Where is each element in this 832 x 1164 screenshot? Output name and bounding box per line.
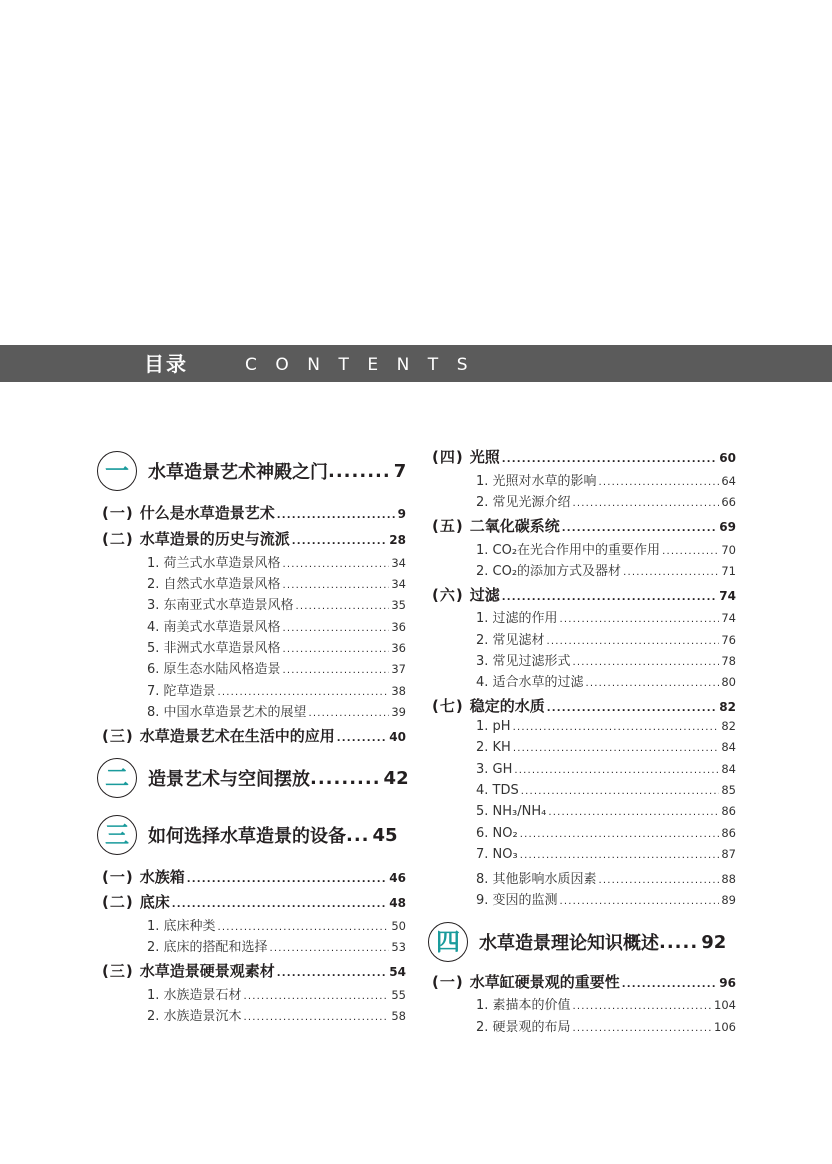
- item-label: 4. 适合水草的过滤: [476, 675, 584, 690]
- dot-leader: [573, 498, 720, 509]
- dot-leader: [520, 850, 720, 861]
- item-label: 2. 常见滤材: [476, 633, 545, 648]
- item-page: 82: [721, 719, 736, 733]
- item-page: 64: [721, 474, 736, 488]
- item-page: 88: [721, 872, 736, 886]
- chapter-title: 造景艺术与空间摆放: [148, 769, 310, 790]
- item-page: 85: [721, 783, 736, 797]
- toc-chapter-4[interactable]: [428, 922, 738, 962]
- section-title: 水族箱: [139, 868, 185, 886]
- dot-leader: [296, 601, 390, 612]
- chapter-leader: ........: [328, 460, 391, 482]
- item-page: 66: [721, 495, 736, 509]
- item-label: 2. 水族造景沉木: [147, 1009, 242, 1024]
- item-page: 53: [391, 940, 406, 954]
- item-label: 9. 变因的监测: [476, 893, 558, 908]
- dot-leader: [283, 580, 390, 591]
- section-number: (七): [432, 697, 464, 715]
- dot-leader: [502, 454, 718, 465]
- toc-item[interactable]: [147, 552, 406, 572]
- toc-item[interactable]: [147, 594, 406, 614]
- section-title: 水草造景艺术在生活中的应用: [139, 727, 335, 745]
- item-page: 71: [721, 564, 736, 578]
- dot-leader: [218, 922, 390, 933]
- toc-chapter-2[interactable]: [97, 758, 408, 798]
- section-title: 稳定的水质: [469, 697, 545, 715]
- toc-item[interactable]: [147, 616, 406, 636]
- toc-section[interactable]: [102, 960, 406, 982]
- toc-subtitle: CONTENTS: [245, 355, 486, 375]
- toc-item[interactable]: [476, 539, 736, 559]
- section-page: 40: [389, 730, 406, 744]
- item-page: 89: [721, 893, 736, 907]
- toc-title: 目录: [144, 352, 188, 376]
- toc-item[interactable]: [147, 701, 406, 721]
- section-number: (六): [432, 586, 464, 604]
- section-number: (一): [102, 504, 134, 522]
- item-label: 7. 陀草造景: [147, 684, 216, 699]
- item-page: 36: [391, 641, 406, 655]
- toc-section[interactable]: [432, 971, 736, 993]
- chapter-page: 7: [393, 460, 407, 482]
- item-label: 7. NO₃: [476, 847, 518, 862]
- section-title: 过滤: [469, 586, 500, 604]
- dot-leader: [292, 536, 388, 547]
- chapter-page: 45: [372, 824, 398, 846]
- dot-leader: [277, 968, 388, 979]
- item-label: 2. 底床的搭配和选择: [147, 940, 268, 955]
- dot-leader: [283, 559, 390, 570]
- dot-leader: [599, 477, 720, 488]
- toc-item[interactable]: [476, 629, 736, 649]
- item-page: 36: [391, 620, 406, 634]
- section-number: (一): [102, 868, 134, 886]
- item-page: 86: [721, 826, 736, 840]
- chapter-page: 92: [701, 931, 727, 953]
- section-number: (四): [432, 448, 464, 466]
- toc-item[interactable]: [476, 994, 736, 1014]
- dot-leader: [244, 991, 390, 1002]
- toc-item[interactable]: [476, 740, 736, 760]
- toc-item[interactable]: [147, 984, 406, 1004]
- section-title: 水草造景的历史与流派: [139, 530, 290, 548]
- toc-item[interactable]: [476, 491, 736, 511]
- toc-item[interactable]: [476, 783, 736, 803]
- toc-section[interactable]: [102, 891, 406, 913]
- section-title: 底床: [139, 893, 170, 911]
- toc-item[interactable]: [476, 671, 736, 691]
- section-page: 54: [389, 965, 406, 979]
- section-number: (二): [102, 893, 134, 911]
- item-label: 8. 中国水草造景艺术的展望: [147, 705, 307, 720]
- dot-leader: [521, 786, 720, 797]
- dot-leader: [514, 765, 719, 776]
- toc-item[interactable]: [476, 847, 736, 867]
- item-page: 50: [391, 919, 406, 933]
- item-label: 5. 非洲式水草造景风格: [147, 641, 281, 656]
- section-number: (三): [102, 962, 134, 980]
- item-label: 6. NO₂: [476, 826, 518, 841]
- item-label: 3. GH: [476, 762, 513, 777]
- toc-item[interactable]: [476, 470, 736, 490]
- section-number: (一): [432, 973, 464, 991]
- item-page: 84: [721, 762, 736, 776]
- toc-item[interactable]: [147, 936, 406, 956]
- dot-leader: [502, 592, 718, 603]
- item-page: 104: [714, 998, 736, 1012]
- section-page: 46: [389, 871, 406, 885]
- toc-item[interactable]: [147, 573, 406, 593]
- item-page: 35: [391, 598, 406, 612]
- item-page: 58: [391, 1009, 406, 1023]
- section-page: 74: [719, 589, 736, 603]
- toc-item[interactable]: [476, 719, 736, 739]
- toc-section[interactable]: [102, 528, 406, 550]
- section-number: (三): [102, 727, 134, 745]
- item-label: 3. 常见过滤形式: [476, 654, 571, 669]
- dot-leader: [513, 743, 720, 754]
- item-label: 2. CO₂的添加方式及器材: [476, 564, 622, 579]
- item-label: 1. 底床种类: [147, 919, 216, 934]
- dot-leader: [662, 546, 719, 557]
- toc-item[interactable]: [476, 560, 736, 580]
- toc-item[interactable]: [147, 1005, 406, 1025]
- item-label: 1. 过滤的作用: [476, 611, 558, 626]
- chapter-numeral: 四: [428, 922, 468, 962]
- chapter-page: 42: [383, 767, 409, 789]
- item-label: 4. TDS: [476, 783, 519, 798]
- dot-leader: [283, 644, 390, 655]
- section-number: (二): [102, 530, 134, 548]
- item-label: 4. 南美式水草造景风格: [147, 620, 281, 635]
- dot-leader: [270, 943, 390, 954]
- toc-section[interactable]: [102, 866, 406, 888]
- toc-item[interactable]: [476, 607, 736, 627]
- dot-leader: [573, 1001, 713, 1012]
- chapter-leader: ...: [346, 824, 370, 846]
- item-label: 2. 常见光源介绍: [476, 495, 571, 510]
- item-page: 37: [391, 662, 406, 676]
- chapter-title: 水草造景艺术神殿之门: [148, 462, 328, 483]
- toc-item[interactable]: [476, 804, 736, 824]
- dot-leader: [573, 1023, 713, 1034]
- toc-section[interactable]: [432, 446, 736, 468]
- toc-item[interactable]: [476, 1016, 736, 1036]
- dot-leader: [172, 899, 388, 910]
- toc-item[interactable]: [147, 680, 406, 700]
- toc-section[interactable]: [432, 515, 736, 537]
- toc-item[interactable]: [476, 826, 736, 846]
- item-page: 39: [391, 705, 406, 719]
- section-page: 69: [719, 520, 736, 534]
- section-page: 28: [389, 533, 406, 547]
- section-title: 水草缸硬景观的重要性: [469, 973, 620, 991]
- section-title: 什么是水草造景艺术: [139, 504, 275, 522]
- chapter-leader: .....: [659, 931, 699, 953]
- toc-item[interactable]: [147, 658, 406, 678]
- toc-item[interactable]: [476, 868, 736, 888]
- toc-item[interactable]: [476, 650, 736, 670]
- chapter-title: 水草造景理论知识概述: [479, 933, 659, 954]
- dot-leader: [560, 896, 720, 907]
- toc-item[interactable]: [476, 762, 736, 782]
- section-title: 光照: [469, 448, 500, 466]
- toc-section[interactable]: [102, 725, 406, 747]
- item-label: 2. 硬景观的布局: [476, 1020, 571, 1035]
- dot-leader: [283, 665, 390, 676]
- section-page: 82: [719, 700, 736, 714]
- section-number: (五): [432, 517, 464, 535]
- dot-leader: [599, 875, 720, 886]
- dot-leader: [218, 687, 390, 698]
- item-page: 76: [721, 633, 736, 647]
- item-label: 1. pH: [476, 719, 511, 734]
- section-page: 96: [719, 976, 736, 990]
- dot-leader: [513, 722, 720, 733]
- item-label: 1. 水族造景石材: [147, 988, 242, 1003]
- chapter-numeral: 二: [97, 758, 137, 798]
- chapter-title: 如何选择水草造景的设备: [148, 826, 346, 847]
- item-page: 106: [714, 1020, 736, 1034]
- dot-leader: [562, 523, 718, 534]
- dot-leader: [309, 708, 390, 719]
- dot-leader: [244, 1012, 390, 1023]
- item-page: 55: [391, 988, 406, 1002]
- dot-leader: [283, 623, 390, 634]
- item-page: 74: [721, 611, 736, 625]
- dot-leader: [623, 567, 719, 578]
- item-label: 5. NH₃/NH₄: [476, 804, 547, 819]
- item-label: 1. CO₂在光合作用中的重要作用: [476, 543, 661, 558]
- chapter-numeral: 三: [97, 815, 137, 855]
- item-label: 8. 其他影响水质因素: [476, 872, 597, 887]
- item-page: 78: [721, 654, 736, 668]
- toc-item[interactable]: [147, 915, 406, 935]
- section-page: 9: [397, 507, 406, 521]
- item-page: 86: [721, 804, 736, 818]
- toc-item[interactable]: [147, 637, 406, 657]
- item-label: 1. 光照对水草的影响: [476, 474, 597, 489]
- item-label: 1. 荷兰式水草造景风格: [147, 556, 281, 571]
- toc-item[interactable]: [476, 889, 736, 909]
- item-label: 2. KH: [476, 740, 511, 755]
- item-page: 84: [721, 740, 736, 754]
- dot-leader: [622, 979, 718, 990]
- chapter-leader: .........: [310, 767, 381, 789]
- item-page: 80: [721, 675, 736, 689]
- item-page: 70: [721, 543, 736, 557]
- chapter-numeral: 一: [97, 451, 137, 491]
- dot-leader: [547, 636, 720, 647]
- dot-leader: [337, 733, 388, 744]
- toc-section[interactable]: [102, 502, 406, 524]
- section-title: 二氧化碳系统: [469, 517, 560, 535]
- toc-section[interactable]: [432, 695, 736, 717]
- dot-leader: [547, 703, 718, 714]
- dot-leader: [548, 807, 719, 818]
- item-page: 38: [391, 684, 406, 698]
- section-page: 48: [389, 896, 406, 910]
- toc-chapter-3[interactable]: [97, 815, 408, 855]
- item-label: 3. 东南亚式水草造景风格: [147, 598, 294, 613]
- section-title: 水草造景硬景观素材: [139, 962, 275, 980]
- item-page: 87: [721, 847, 736, 861]
- item-label: 2. 自然式水草造景风格: [147, 577, 281, 592]
- dot-leader: [573, 657, 720, 668]
- dot-leader: [520, 829, 720, 840]
- toc-chapter-1[interactable]: [97, 451, 408, 491]
- dot-leader: [586, 678, 720, 689]
- section-page: 60: [719, 451, 736, 465]
- dot-leader: [187, 874, 388, 885]
- item-page: 34: [391, 577, 406, 591]
- item-label: 1. 素描本的价值: [476, 998, 571, 1013]
- item-page: 34: [391, 556, 406, 570]
- toc-section[interactable]: [432, 584, 736, 606]
- dot-leader: [560, 614, 720, 625]
- dot-leader: [277, 510, 396, 521]
- item-label: 6. 原生态水陆风格造景: [147, 662, 281, 677]
